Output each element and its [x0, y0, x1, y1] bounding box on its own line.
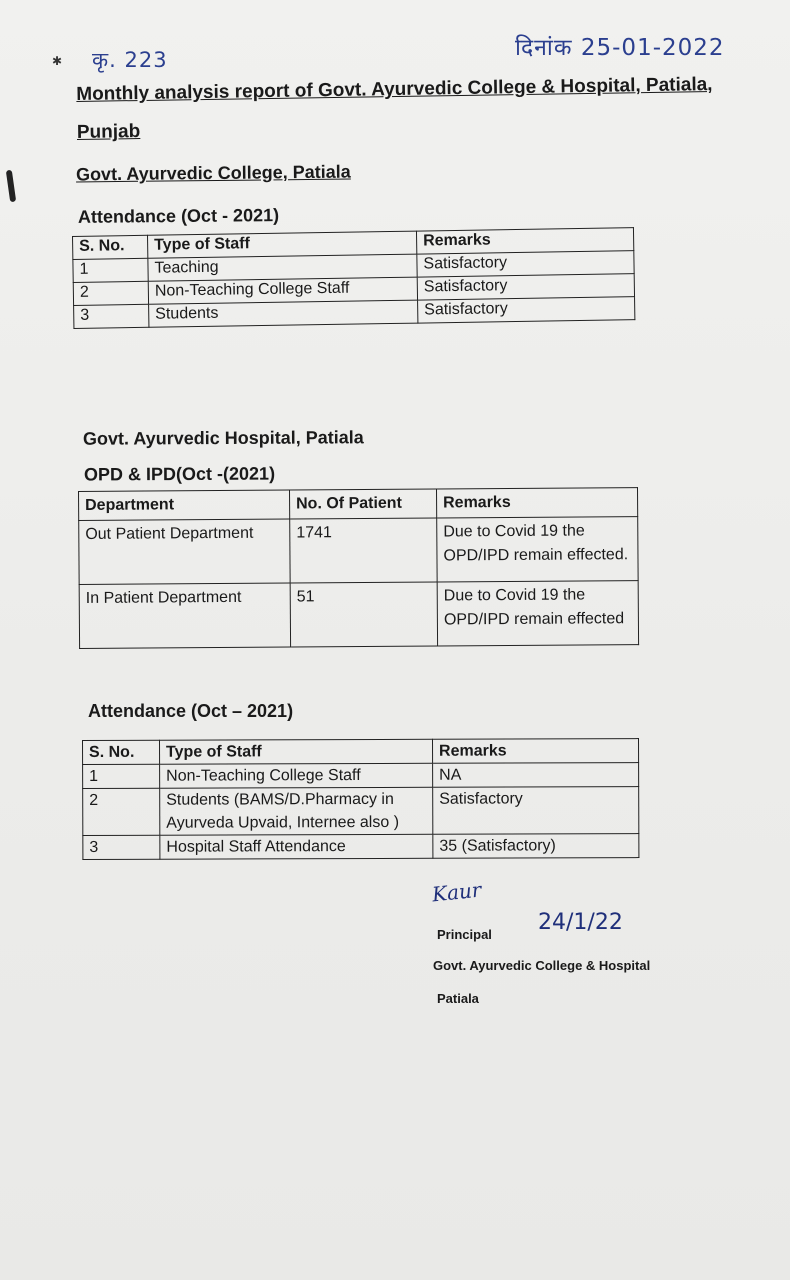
signatory-designation: Principal	[437, 927, 492, 942]
hospital-heading: Govt. Ayurvedic Hospital, Patiala	[82, 427, 364, 449]
cell-type: Teaching	[148, 254, 417, 281]
opd-ipd-table	[78, 487, 639, 649]
hospital-attendance-heading: Attendance (Oct – 2021)	[88, 701, 294, 721]
cell-remarks: NA	[433, 763, 639, 788]
cell-patients: 1741	[290, 518, 437, 583]
table-header-row	[79, 488, 638, 521]
hospital-attendance-table	[82, 738, 639, 860]
column-header: Remarks	[436, 488, 637, 518]
report-title: Monthly analysis report of Govt. Ayurvedic College & Hospital, Patiala, Punjab	[76, 74, 713, 143]
table-row	[79, 581, 638, 649]
cell-sno: 1	[83, 764, 160, 788]
cell-remarks: Satisfactory	[417, 251, 634, 277]
table-row	[83, 787, 639, 836]
table-row	[79, 517, 638, 585]
cell-sno: 3	[83, 835, 160, 859]
table-row	[83, 834, 639, 860]
cell-type: Non-Teaching College Staff	[148, 277, 417, 304]
cell-type: Students (BAMS/D.Pharmacy in Ayurveda Upvaid, Internee also )	[160, 787, 433, 835]
column-header: S. No.	[83, 740, 160, 764]
column-header: S. No.	[73, 235, 148, 259]
margin-bullet: ✱	[52, 54, 63, 68]
cell-type: Students	[149, 300, 418, 327]
cell-sno: 1	[73, 258, 148, 282]
cell-remarks: Satisfactory	[418, 297, 635, 323]
cell-patients: 51	[290, 582, 437, 647]
cell-type: Non-Teaching College Staff	[160, 763, 433, 788]
principal-signature: Kaur	[430, 877, 483, 907]
signatory-institution: Govt. Ayurvedic College & Hospital	[433, 958, 651, 973]
cell-department: Out Patient Department	[79, 519, 290, 584]
college-attendance-heading: Attendance (Oct - 2021)	[77, 205, 280, 227]
table-row	[83, 763, 639, 789]
column-header: Department	[79, 490, 290, 520]
cell-remarks: Due to Covid 19 the OPD/IPD remain effected.	[437, 517, 638, 582]
college-heading: Govt. Ayurvedic College, Patiala	[75, 161, 351, 185]
column-header: Type of Staff	[147, 231, 416, 258]
opd-ipd-heading: OPD & IPD(Oct -(2021)	[83, 463, 276, 485]
cell-remarks: 35 (Satisfactory)	[433, 834, 639, 859]
cell-sno: 2	[83, 788, 160, 835]
column-header: Remarks	[416, 228, 633, 254]
cell-sno: 3	[74, 304, 149, 328]
column-header: Remarks	[432, 739, 638, 764]
table-header-row	[83, 739, 639, 765]
cell-department: In Patient Department	[79, 583, 290, 648]
cell-sno: 2	[73, 281, 148, 305]
cell-remarks: Satisfactory	[433, 787, 639, 835]
cell-remarks: Due to Covid 19 the OPD/IPD remain effected	[437, 581, 638, 646]
column-header: Type of Staff	[160, 739, 433, 764]
handwritten-date: दिनांक 25-01-2022	[515, 35, 725, 61]
cell-remarks: Satisfactory	[417, 274, 634, 300]
column-header: No. Of Patient	[289, 489, 436, 519]
signature-date: 24/1/22	[538, 910, 623, 935]
handwritten-reference-number: कृ. 223	[92, 48, 168, 72]
signatory-city: Patiala	[437, 991, 479, 1006]
cell-type: Hospital Staff Attendance	[160, 834, 433, 859]
college-attendance-table	[72, 227, 635, 329]
